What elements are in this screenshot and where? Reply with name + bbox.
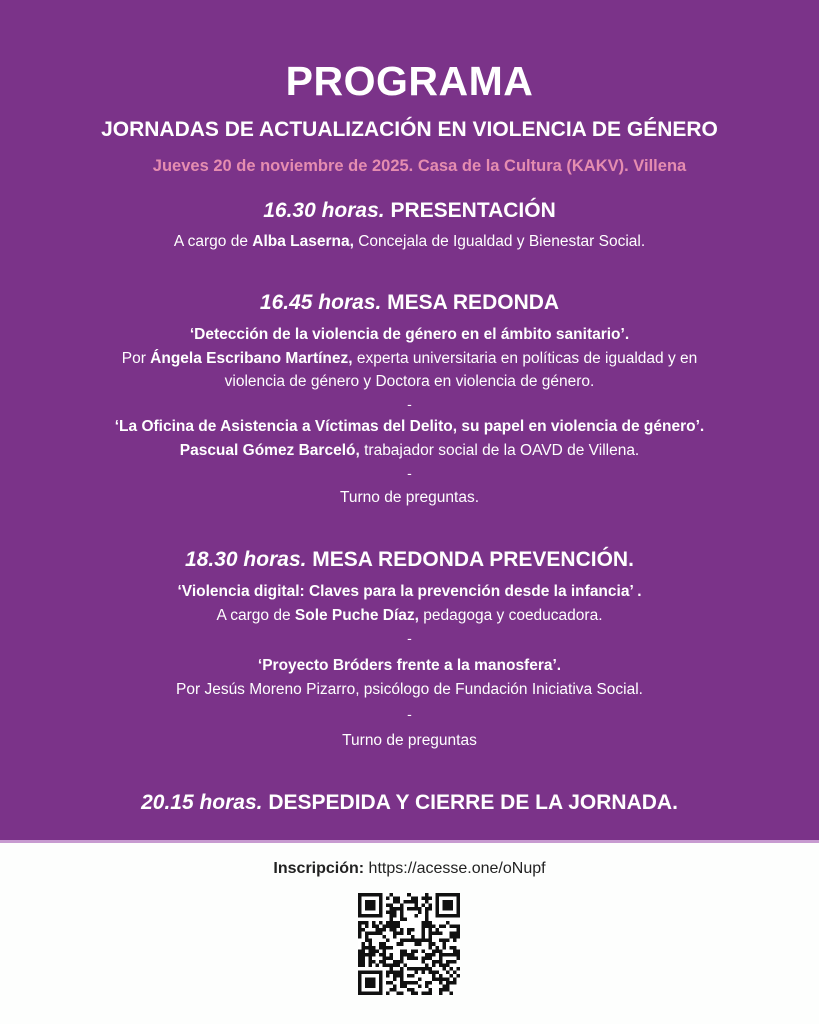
talk-title-text: ‘Proyecto Bróders frente a la manosfera’. [257, 657, 562, 674]
separator: - [407, 706, 412, 722]
session-title: MESA REDONDA PREVENCIÓN. [306, 548, 634, 571]
qr-finder-center [365, 977, 376, 988]
line-text: A cargo de [173, 233, 253, 250]
talk-title [0, 418, 819, 436]
speaker-name: Alba Laserna, [252, 233, 354, 250]
speaker-role: pedagoga y coeducadora. [418, 607, 603, 624]
separator: - [407, 396, 412, 412]
session-time: 16.30 horas. [263, 199, 385, 222]
session-prevencion-heading [0, 548, 819, 572]
session-time: 16.45 horas. [259, 291, 382, 314]
talk-speaker-line [0, 350, 819, 368]
qr-finder-center [365, 900, 376, 911]
registration-line [0, 860, 819, 878]
session-cierre-heading [0, 791, 819, 815]
talk-title [0, 326, 819, 344]
line-text: A cargo de [216, 607, 295, 624]
page-title: PROGRAMA [285, 58, 534, 104]
separator: - [407, 465, 412, 481]
qr-code-icon[interactable] [358, 893, 460, 995]
talk-title [0, 657, 819, 675]
session-time: 20.15 horas. [141, 791, 263, 814]
talk-title-text: ‘La Oficina de Asistencia a Víctimas del Delito, su papel en violencia de género’. [114, 418, 705, 435]
session-mesa-redonda-heading [0, 291, 819, 315]
speaker-name: Pascual Gómez Barceló, [179, 442, 360, 459]
event-date-place: Jueves 20 de noviembre de 2025. Casa de la Cultura (KAKV). Villena [152, 157, 687, 175]
talk-title [0, 583, 819, 601]
qr-finder-center [442, 900, 453, 911]
talk-title-text: ‘Violencia digital: Claves para la prevención desde la infancia’ . [177, 583, 642, 600]
registration-label: Inscripción: [273, 860, 365, 877]
talk-title-text: ‘Detección de la violencia de género en el ámbito sanitario’. [189, 326, 630, 343]
session-title: DESPEDIDA Y CIERRE DE LA JORNADA. [262, 791, 678, 814]
session-presentacion-heading [0, 199, 819, 223]
session-time: 18.30 horas. [185, 548, 307, 571]
speaker-role: trabajador social de la OAVD de Villena. [359, 442, 640, 459]
speaker-role-cont: violencia de género y Doctora en violencia de género. [224, 373, 595, 390]
separator: - [407, 630, 412, 646]
session-title: PRESENTACIÓN [384, 199, 556, 222]
line-text: Por [121, 350, 151, 367]
session-presentacion-line [0, 233, 819, 251]
event-subtitle: JORNADAS DE ACTUALIZACIÓN EN VIOLENCIA DE GÉNERO [101, 118, 718, 141]
talk-speaker-line: Por Jesús Moreno Pizarro, psicólogo de Fundación Iniciativa Social. [176, 681, 643, 698]
session-title: MESA REDONDA [381, 291, 560, 314]
registration-link[interactable]: https://acesse.one/oNupf [364, 860, 546, 877]
speaker-name: Sole Puche Díaz, [294, 607, 419, 624]
questions: Turno de preguntas. [339, 489, 479, 506]
speaker-role: experta universitaria en políticas de igualdad y en [352, 350, 698, 367]
speaker-role: Concejala de Igualdad y Bienestar Social. [353, 233, 646, 250]
talk-speaker-line [0, 442, 819, 460]
talk-speaker-line [0, 607, 819, 625]
questions: Turno de preguntas [342, 732, 477, 749]
speaker-name: Ángela Escribano Martínez, [150, 350, 353, 367]
